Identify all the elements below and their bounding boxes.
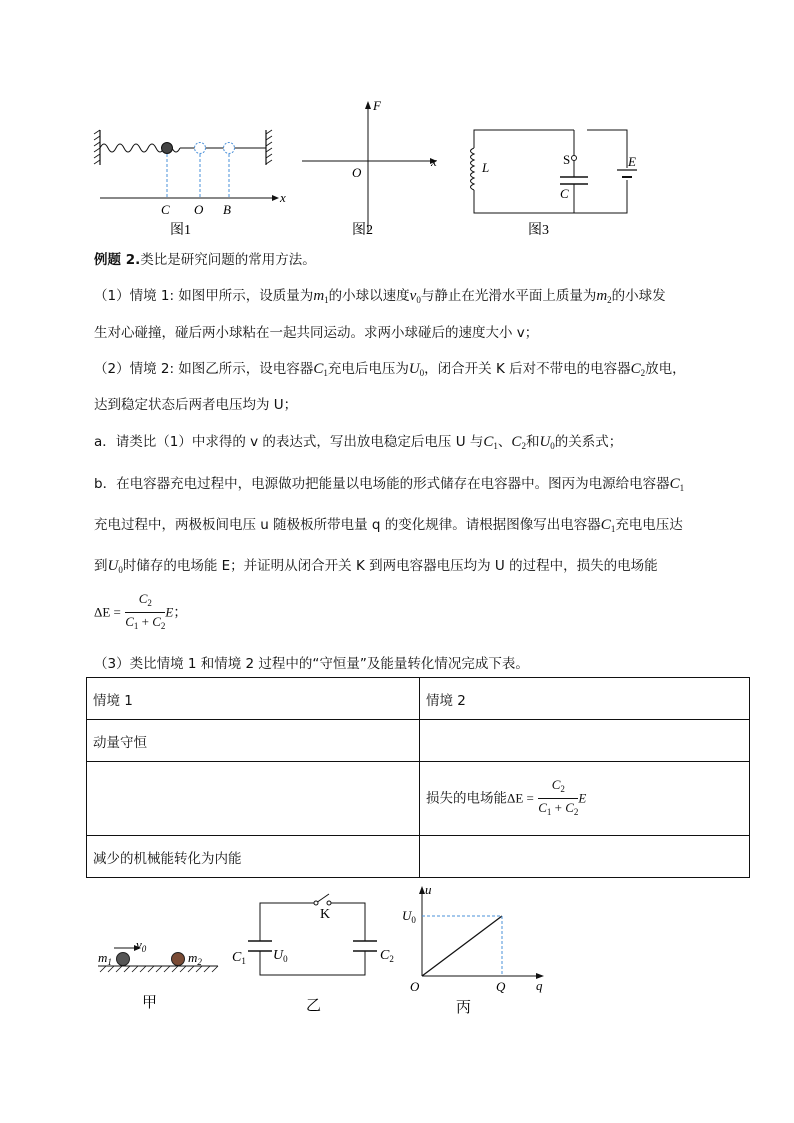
label-E: E xyxy=(628,154,636,169)
table-header-cell: 情境 1 xyxy=(87,678,420,720)
problem-part3: （3）类比情境 1 和情境 2 过程中的“守恒量”及能量转化情况完成下表。 xyxy=(94,656,529,672)
figure-yi-caption: 乙 xyxy=(306,998,322,1014)
figure-3-caption: 图3 xyxy=(528,223,549,238)
figure-2-caption: 图2 xyxy=(352,223,373,238)
analogy-table xyxy=(86,677,750,878)
label-F: F xyxy=(373,98,381,113)
ball-m2 xyxy=(172,953,185,966)
table-cell-empty[interactable] xyxy=(87,762,420,836)
label-C: C xyxy=(161,202,170,217)
table-header-cell: 情境 2 xyxy=(420,678,750,720)
label-O: O xyxy=(352,165,362,180)
problem-part1-line2: 生对心碰撞，碰后两小球粘在一起共同运动。求两小球碰后的速度大小 v； xyxy=(94,325,539,341)
figure-jia-caption: 甲 xyxy=(142,995,158,1011)
label-m2: $m_2$ xyxy=(188,950,202,967)
table-row xyxy=(87,720,750,762)
label-L: L xyxy=(482,160,490,175)
figure-3-lc-circuit xyxy=(462,120,642,240)
label-m1: $m_1$ xyxy=(98,950,112,967)
problem-part-b-line2: 充电过程中，两极板间电压 u 随极板所带电量 q 的变化规律。请根据图像写出电容器$C_1$充电电压达 xyxy=(94,517,683,534)
label-C: C xyxy=(560,186,569,201)
label-q: q xyxy=(536,978,543,993)
table-cell-empty[interactable] xyxy=(420,720,750,762)
label-Q: Q xyxy=(496,979,506,994)
u-q-line xyxy=(422,916,502,976)
table-cell: 损失的电场能ΔE = $\frac{C_2}{C_1 + C_2}$ E xyxy=(420,762,750,836)
table-cell: 动量守恒 xyxy=(87,720,420,762)
label-v0: $v_0$ xyxy=(136,937,147,954)
problem-title: 例题 2.类比是研究问题的常用方法。 xyxy=(94,252,316,268)
label-x: x xyxy=(280,190,286,205)
problem-part1-line1: （1）情境 1: 如图甲所示，设质量为$m_1$的小球以速度$v_0$与静止在光滑水平面上质量为$m_2$的小球发 xyxy=(94,288,666,305)
label-U0: $U_0$ xyxy=(402,908,416,925)
energy-loss-equation: ΔE = $\frac{C_2}{C_1 + C_2}$ E； xyxy=(94,590,187,635)
table-cell-empty[interactable] xyxy=(420,836,750,878)
ball-m1 xyxy=(117,953,130,966)
figure-1-caption: 图1 xyxy=(170,223,191,238)
figure-1-spring-oscillator xyxy=(92,120,292,240)
ball-O xyxy=(195,143,206,154)
problem-part-b-line3: 到$U_0$时储存的电场能 E；并证明从闭合开关 K 到两电容器电压均为 U 的过程中，损失的电场能 xyxy=(94,558,658,575)
table-row xyxy=(87,762,750,836)
label-U0: $U_0$ xyxy=(273,948,288,964)
problem-part2-line1: （2）情境 2: 如图乙所示，设电容器$C_1$充电后电压为$U_0$，闭合开关 K 后对不带电的电容器$C_2$放电， xyxy=(94,361,686,378)
table-cell: 减少的机械能转化为内能 xyxy=(87,836,420,878)
figure-bing-u-q-graph xyxy=(398,880,558,1020)
label-x: x xyxy=(431,154,437,169)
label-u: u xyxy=(425,882,432,897)
problem-part2-line2: 达到稳定状态后两者电压均为 U； xyxy=(94,397,298,413)
figure-bing-caption: 丙 xyxy=(456,1000,472,1016)
label-O: O xyxy=(194,202,204,217)
table-row xyxy=(87,678,750,720)
table-equation-fraction: $\frac{C_2}{C_1 + C_2}$ xyxy=(538,777,579,817)
label-C1: $C_1$ xyxy=(232,950,246,966)
label-S: S xyxy=(563,152,571,167)
figure-2-axes xyxy=(300,95,450,240)
ball-C xyxy=(162,143,173,154)
figure-yi-capacitor-circuit xyxy=(228,885,403,1020)
label-C2: $C_2$ xyxy=(380,948,394,964)
ball-B xyxy=(224,143,235,154)
problem-part-a: a．请类比（1）中求得的 v 的表达式，写出放电稳定后电压 U 与$C_1$、$C_2$和$U_0$的关系式； xyxy=(94,434,623,451)
label-B: B xyxy=(223,202,231,217)
table-row xyxy=(87,836,750,878)
label-O: O xyxy=(410,979,420,994)
equation-fraction: $\frac{C_2}{C_1 + C_2}$ xyxy=(125,591,166,631)
problem-part-b-line1: b．在电容器充电过程中，电源做功把能量以电场能的形式储存在电容器中。图丙为电源给电容器$C_1$ xyxy=(94,476,685,493)
figure-jia-collision xyxy=(94,935,224,1015)
label-K: K xyxy=(320,907,331,922)
